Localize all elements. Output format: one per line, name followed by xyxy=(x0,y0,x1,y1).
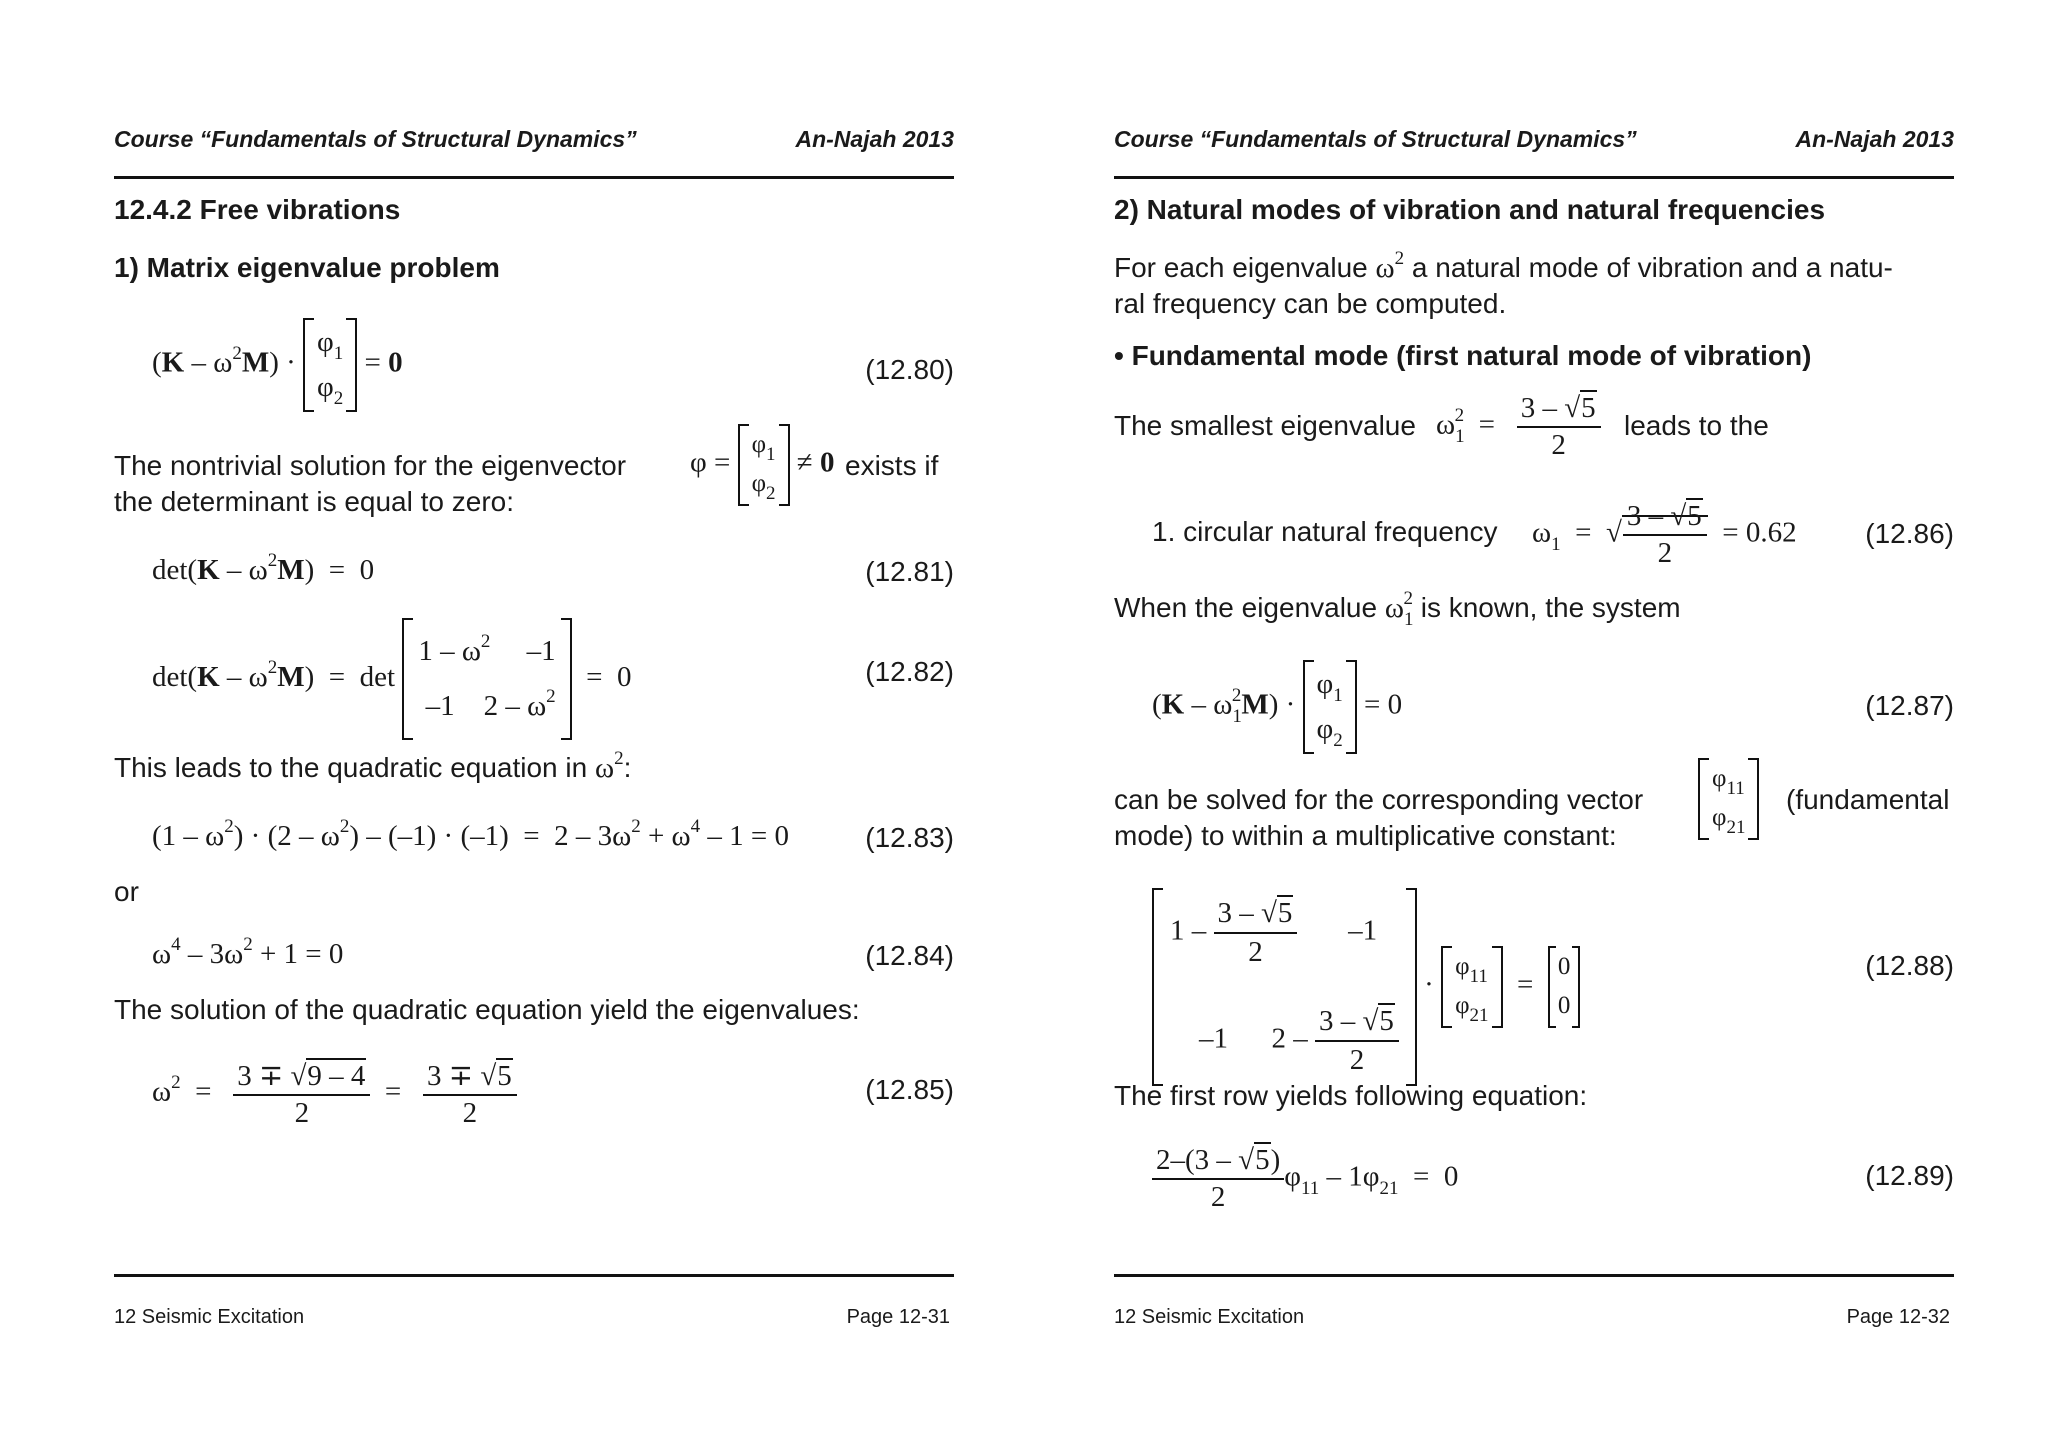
equation-12-88: 1 – $\frac{3 - √5}{2}$ –1 –1 2 – $\frac{3 - √5}{2}$ · $\varphi_{11}$ $\varphi_{21}$ = 0 0 xyxy=(1152,888,1580,1086)
equation-12-87: $(K - \omega_1^2M)$ · $\varphi_1$ $\varphi_2 = 0$ xyxy=(1152,660,1402,754)
page-footer xyxy=(114,1306,954,1329)
equation-12-82: $\det(K - \omega^2M) = \det$ $1 - \omega^2$ –1 –1 $2 - \omega^2 = 0$ xyxy=(152,618,632,740)
right-page xyxy=(1114,0,1954,1448)
header-institution: An-Najah 2013 xyxy=(795,126,954,152)
paragraph-text: or xyxy=(114,876,139,907)
footer-chapter: 12 Seismic Excitation xyxy=(114,1306,305,1328)
paragraph-text: exists if xyxy=(845,450,939,481)
left-page xyxy=(114,0,954,1448)
subsection-title: 2) Natural modes of vibration and natural frequencies xyxy=(1114,194,1826,225)
header-course: Course “Fundamentals of Structural Dynamics” xyxy=(114,126,637,152)
mode-vector: $\varphi_{11}$ $\varphi_{21}$ xyxy=(1698,758,1759,840)
paragraph-text: The first row yields following equation: xyxy=(1114,1080,1588,1111)
bullet-heading: • Fundamental mode (first natural mode of vibration) xyxy=(1114,340,1812,371)
footer-rule xyxy=(114,1274,954,1277)
equation-12-86: $\omega_1$ = √ $\frac{3 - √5}{2}$ = 0.62 xyxy=(1532,500,1797,569)
page-footer xyxy=(1114,1306,1954,1329)
footer-page-number: Page 12-31 xyxy=(846,1306,950,1328)
equation-12-83: $(1 - \omega^2) \cdot (2 - \omega^2) - (-1) \cdot (-1) = 2 - 3\omega^2 + \omega^4 - 1 = 0$ xyxy=(152,816,790,852)
paragraph-text: The solution of the quadratic equation yield the eigenvalues: xyxy=(114,994,860,1025)
equation-12-81: $\det(K - \omega^2M) = 0$ xyxy=(152,550,375,586)
equation-12-84: $\omega^4 - 3\omega^2 + 1 = 0$ xyxy=(152,934,344,970)
equation-number: (12.84) xyxy=(865,940,954,971)
paragraph-text: The smallest eigenvalue xyxy=(1114,410,1416,441)
paragraph-text: can be solved for the corresponding vector xyxy=(1114,784,1644,815)
equation-number: (12.86) xyxy=(1865,518,1954,549)
paragraph-text: mode) to within a multiplicative constant: xyxy=(1114,820,1617,851)
equation-12-89: $\frac{2-(3 - √5)}{2}$ $\varphi_{11} - 1\varphi_{21} = 0$ xyxy=(1152,1144,1458,1214)
paragraph-text: For each eigenvalue $\omega^2$ a natural mode of vibration and a natu- xyxy=(1114,248,1893,284)
equation-12-80: $(K - \omega^2M)$ · $\varphi_1$ $\varphi_2 = 0$ xyxy=(152,318,403,412)
footer-rule xyxy=(1114,1274,1954,1277)
footer-page-number: Page 12-32 xyxy=(1846,1306,1950,1328)
equation-number: (12.83) xyxy=(865,822,954,853)
subsection-title: 1) Matrix eigenvalue problem xyxy=(114,252,500,283)
equation-number: (12.82) xyxy=(865,656,954,687)
section-title: 12.4.2 Free vibrations xyxy=(114,194,401,225)
paragraph-text: The nontrivial solution for the eigenvector xyxy=(114,450,627,481)
equation-number: (12.80) xyxy=(865,354,954,385)
bullet-icon: • xyxy=(1114,340,1124,371)
paragraph-text: 1. circular natural frequency xyxy=(1152,516,1498,547)
paragraph-text: ral frequency can be computed. xyxy=(1114,288,1507,319)
paragraph-text: This leads to the quadratic equation in $\omega^2$: xyxy=(114,748,632,784)
header-rule xyxy=(114,176,954,179)
header-institution: An-Najah 2013 xyxy=(1795,126,1954,152)
footer-chapter: 12 Seismic Excitation xyxy=(1114,1306,1305,1328)
equation-number: (12.85) xyxy=(865,1074,954,1105)
header-course: Course “Fundamentals of Structural Dynamics” xyxy=(1114,126,1637,152)
equation-number: (12.87) xyxy=(1865,690,1954,721)
equation-12-85: $\omega^2$ = $\frac{3 \mp √9 - 4}{2}$ = $\frac{3 \mp √5}{2}$ xyxy=(152,1058,517,1130)
equation-number: (12.81) xyxy=(865,556,954,587)
equation-number: (12.88) xyxy=(1865,950,1954,981)
page-header xyxy=(1114,126,1954,153)
page-header xyxy=(114,126,954,153)
paragraph-text: When the eigenvalue $\omega_1^2$ is known, the system xyxy=(1114,588,1681,630)
paragraph-text: leads to the xyxy=(1624,410,1769,441)
header-rule xyxy=(1114,176,1954,179)
paragraph-text: (fundamental xyxy=(1786,784,1950,815)
paragraph-text: the determinant is equal to zero: xyxy=(114,486,515,517)
eigenvector-expression: φ = $\varphi_1$ $\varphi_2 \ne 0$ xyxy=(690,424,834,506)
equation-number: (12.89) xyxy=(1865,1160,1954,1191)
eigenvalue-expression: $\omega_1^2$ = $\frac{3 - √5}{2}$ xyxy=(1436,392,1601,462)
